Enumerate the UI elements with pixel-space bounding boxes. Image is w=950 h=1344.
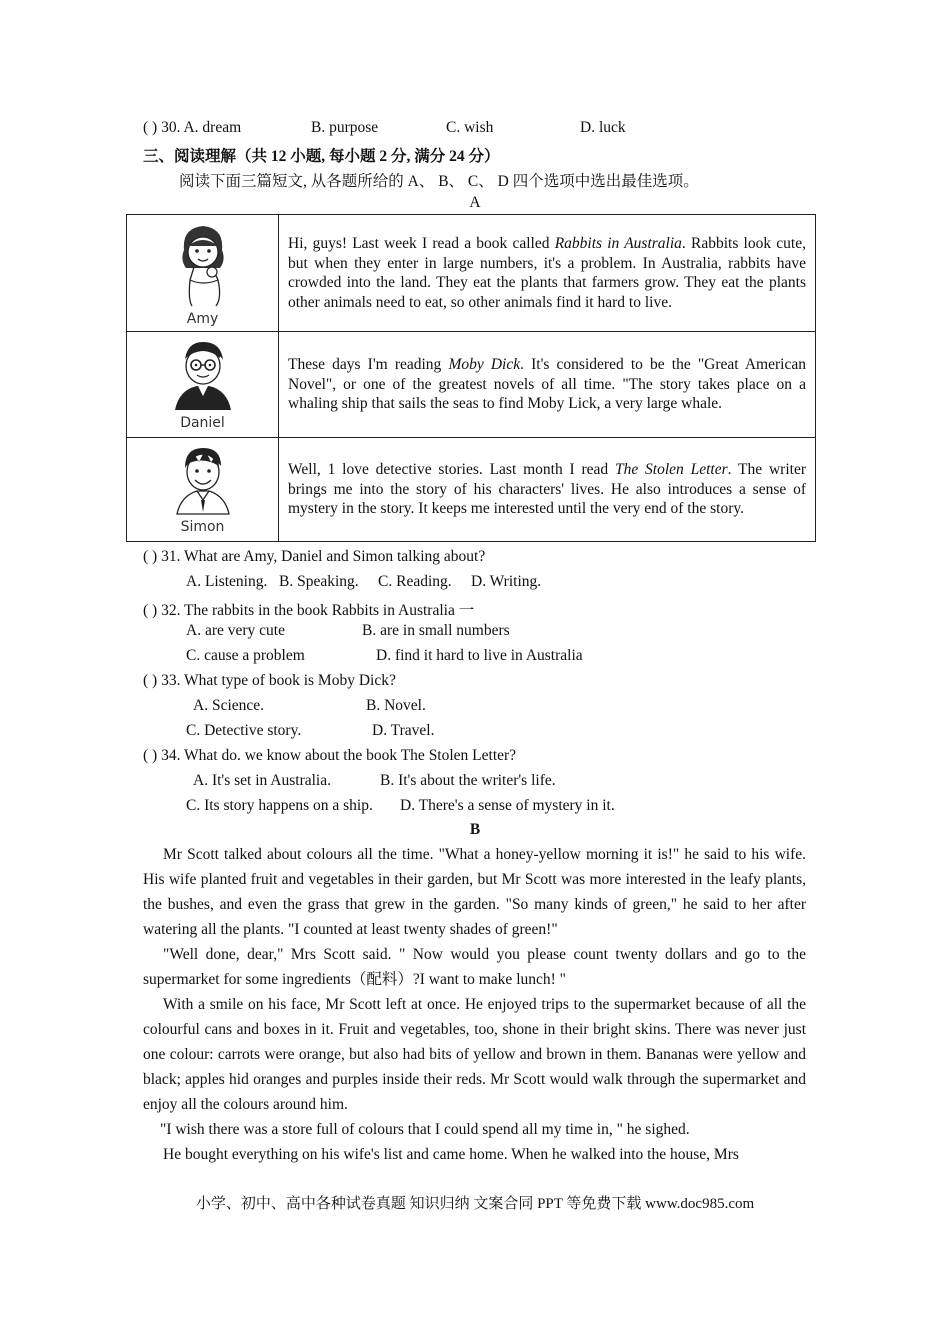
q33-option-b: B. Novel. [366,697,426,714]
section-instruction: 阅读下面三篇短文, 从各题所给的 A、 B、 C、 D 四个选项中选出最佳选项。 [179,173,699,190]
simon-cell [127,438,279,542]
book-title-moby-dick: Moby Dick [448,356,521,374]
passage-a-label: A [469,194,481,211]
simon-illustration-icon [167,444,239,516]
table-row-simon [127,438,816,542]
q34-stem: ( ) 34. What do. we know about the book The Stolen Letter? [143,747,517,764]
q33-option-c: C. Detective story. [186,722,302,739]
q30-stem: ( ) 30. A. dream [143,119,242,136]
q30-option-c: C. wish [446,119,494,136]
simon-text: Well, 1 love detective stories. Last month I read The Stolen Letter. The writer brings me into the story of his characters' lives. He also introduces a sense of mystery in the story. It keeps me interested until the very end of the story. [279,438,816,542]
passage-b-paragraph-5: He bought everything on his wife's list and came home. When he walked into the house, Mrs [163,1146,739,1163]
q33-option-d: D. Travel. [372,722,435,739]
passage-b-label: B [469,821,481,838]
q30-option-b: B. purpose [311,119,379,136]
q32-option-a: A. are very cute [186,622,285,639]
q34-option-d: D. There's a sense of mystery in it. [400,797,615,814]
book-title-rabbits: Rabbits in Australia [554,235,682,252]
simon-name: Simon [180,519,225,535]
q30-option-d: D. luck [580,119,626,136]
q32-option-d: D. find it hard to live in Australia [376,647,583,664]
q33-stem: ( ) 33. What type of book is Moby Dick? [143,672,396,689]
amy-cell [127,215,279,332]
amy-illustration-icon [168,220,238,308]
q32-option-b: B. are in small numbers [362,622,510,639]
q33-option-a: A. Science. [193,697,265,714]
amy-name: Amy [186,310,219,327]
q32-stem: ( ) 32. The rabbits in the book Rabbits in Australia 一 [143,602,475,619]
q31-stem: ( ) 31. What are Amy, Daniel and Simon talking about? [143,548,486,565]
daniel-text: These days I'm reading Moby Dick. It's considered to be the "Great American Novel", or one of the greatest novels of all time. "The story takes place on a whaling ship that sails the seas to find Moby Lick, a very large whale. [279,332,816,438]
daniel-illustration-icon [165,338,241,412]
passage-b-paragraph-3: With a smile on his face, Mr Scott left at once. He enjoyed trips to the supermarket because of all the colourful cans and boxes in it. Fruit and vegetables, too, shone in their bright skins. There was never just one colour: carrots were orange, but also had bits of yellow and brown in them. Bananas were yellow and black; apples hid oranges and purples inside their reds. Mr Scott would walk through the supermarket and enjoy all the colours around him. [143,996,806,1113]
amy-text: Hi, guys! Last week I read a book called Rabbits in Australia. Rabbits look cute, but when they enter in large numbers, it's a problem. In Australia, rabbits have crowded into the land. They eat the plants that farmers grow. They eat the plants other animals need to eat, so other animals find it hard to live. [279,215,816,332]
table-row-daniel [127,332,816,438]
q34-option-c: C. Its story happens on a ship. [186,797,373,814]
passage-b-paragraph-4: "I wish there was a store full of colours that I could spend all my time in, " he sighed. [160,1121,690,1138]
book-title-stolen-letter: The Stolen Letter [614,461,728,479]
q34-option-a: A. It's set in Australia. [193,772,331,789]
page-footer: 小学、初中、高中各种试卷真题 知识归纳 文案合同 PPT 等免费下载 www.doc985.com [195,1196,755,1212]
q34-option-b: B. It's about the writer's life. [380,772,556,789]
passage-a-table [126,214,816,542]
daniel-cell [127,332,279,438]
q32-option-c: C. cause a problem [186,647,305,664]
table-row-amy [127,215,816,332]
daniel-name: Daniel [180,415,225,431]
passage-b-paragraph-1: Mr Scott talked about colours all the time. "What a honey-yellow morning it is!" he said to his wife. His wife planted fruit and vegetables in their garden, but Mr Scott was more interested in the leafy plants, the bushes, and even the grass that grew in the garden. "So many kinds of green," he said to her after watering all the plants. "I counted at least twenty shades of green!" [143,846,806,938]
section-title: 三、阅读理解（共 12 小题, 每小题 2 分, 满分 24 分） [143,148,500,165]
q31-options: A. Listening. B. Speaking. C. Reading. D. Writing. [186,573,542,590]
passage-b-paragraph-2: "Well done, dear," Mrs Scott said. " Now would you please count twenty dollars and go to the supermarket for some ingredients（配料）?I want to make lunch! " [143,946,806,988]
